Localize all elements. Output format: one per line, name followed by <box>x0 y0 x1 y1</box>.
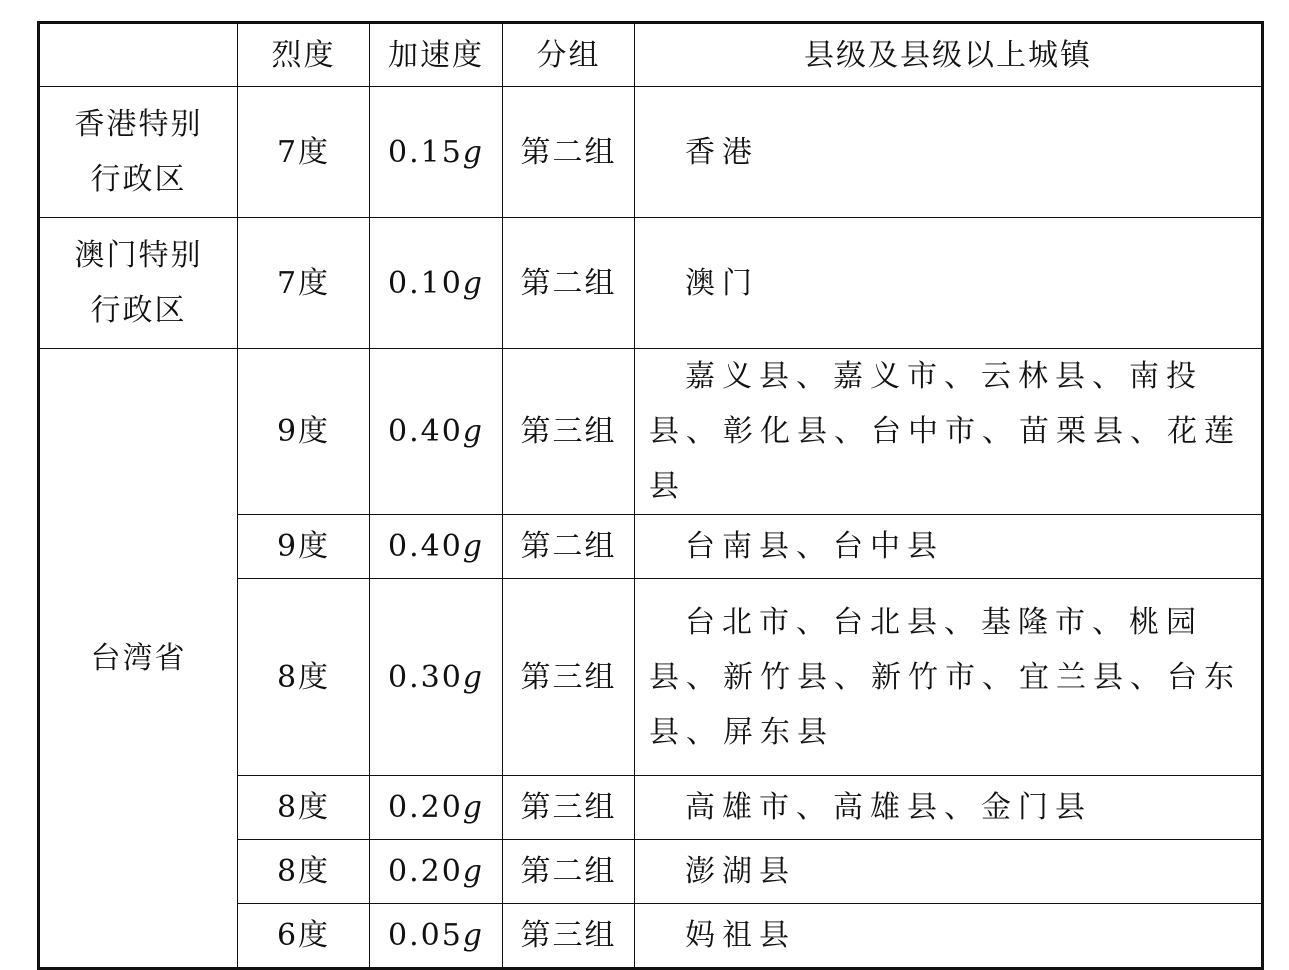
acceleration-cell <box>370 218 503 349</box>
intensity-cell: 9度 <box>238 349 370 515</box>
acceleration-value: 0.20 <box>387 854 463 889</box>
towns-cell <box>635 515 1263 579</box>
acceleration-unit: g <box>462 790 484 825</box>
header-row <box>39 23 1263 87</box>
intensity-cell: 7度 <box>238 87 370 218</box>
group-cell: 第三组 <box>503 579 635 776</box>
acceleration-cell <box>370 840 503 904</box>
towns-text: 台南县、台中县 <box>685 529 944 564</box>
intensity-cell: 8度 <box>238 776 370 840</box>
acceleration-value: 0.10 <box>387 265 463 301</box>
acceleration-unit: g <box>462 265 484 301</box>
intensity-cell: 7度 <box>238 218 370 349</box>
header-region <box>39 23 238 87</box>
towns-cell <box>635 87 1263 218</box>
region-cell <box>39 218 238 349</box>
group-cell: 第二组 <box>503 218 635 349</box>
acceleration-value: 0.15 <box>387 134 463 170</box>
region-name-line1: 香港特别 <box>74 107 203 142</box>
towns-text: 高雄市、高雄县、金门县 <box>685 790 1092 825</box>
acceleration-cell <box>370 776 503 840</box>
table-row <box>39 87 1263 218</box>
acceleration-unit: g <box>462 414 484 449</box>
acceleration-value: 0.20 <box>387 790 463 825</box>
region-name-line1: 澳门特别 <box>74 238 203 273</box>
acceleration-cell <box>370 579 503 776</box>
header-intensity: 烈度 <box>238 23 370 87</box>
acceleration-value: 0.30 <box>387 659 463 695</box>
towns-cell <box>635 904 1263 969</box>
acceleration-cell <box>370 515 503 579</box>
acceleration-cell <box>370 349 503 515</box>
intensity-cell: 6度 <box>238 904 370 969</box>
region-cell: 台湾省 <box>39 349 238 969</box>
group-cell: 第二组 <box>503 515 635 579</box>
towns-text: 台北市、台北县、基隆市、桃园县、新竹县、新竹市、宜兰县、台东县、屏东县 <box>649 604 1241 750</box>
region-name-line2: 行政区 <box>90 162 187 197</box>
group-cell: 第三组 <box>503 904 635 969</box>
seismic-zoning-table <box>37 21 1264 970</box>
towns-cell <box>635 579 1263 776</box>
header-group: 分组 <box>503 23 635 87</box>
towns-cell <box>635 776 1263 840</box>
towns-text: 澎湖县 <box>685 854 796 889</box>
acceleration-unit: g <box>462 659 484 695</box>
region-name-line2: 行政区 <box>90 293 187 328</box>
acceleration-value: 0.40 <box>387 414 463 449</box>
acceleration-cell <box>370 87 503 218</box>
towns-text: 香港 <box>685 134 759 170</box>
intensity-cell: 8度 <box>238 840 370 904</box>
acceleration-unit: g <box>462 134 484 170</box>
towns-text: 澳门 <box>685 265 759 301</box>
towns-cell <box>635 349 1263 515</box>
header-towns: 县级及县级以上城镇 <box>635 23 1263 87</box>
towns-cell <box>635 218 1263 349</box>
towns-text: 嘉义县、嘉义市、云林县、南投县、彰化县、台中市、苗栗县、花莲县 <box>649 359 1241 504</box>
acceleration-value: 0.05 <box>387 918 463 953</box>
table-row <box>39 218 1263 349</box>
intensity-cell: 9度 <box>238 515 370 579</box>
table-row <box>39 349 1263 515</box>
group-cell: 第三组 <box>503 349 635 515</box>
group-cell: 第二组 <box>503 840 635 904</box>
acceleration-unit: g <box>462 854 484 889</box>
group-cell: 第二组 <box>503 87 635 218</box>
acceleration-cell <box>370 904 503 969</box>
towns-cell <box>635 840 1263 904</box>
towns-text: 妈祖县 <box>685 918 796 953</box>
intensity-cell: 8度 <box>238 579 370 776</box>
acceleration-unit: g <box>462 529 484 564</box>
acceleration-value: 0.40 <box>387 529 463 564</box>
region-cell <box>39 87 238 218</box>
header-acceleration: 加速度 <box>370 23 503 87</box>
acceleration-unit: g <box>462 918 484 953</box>
group-cell: 第三组 <box>503 776 635 840</box>
